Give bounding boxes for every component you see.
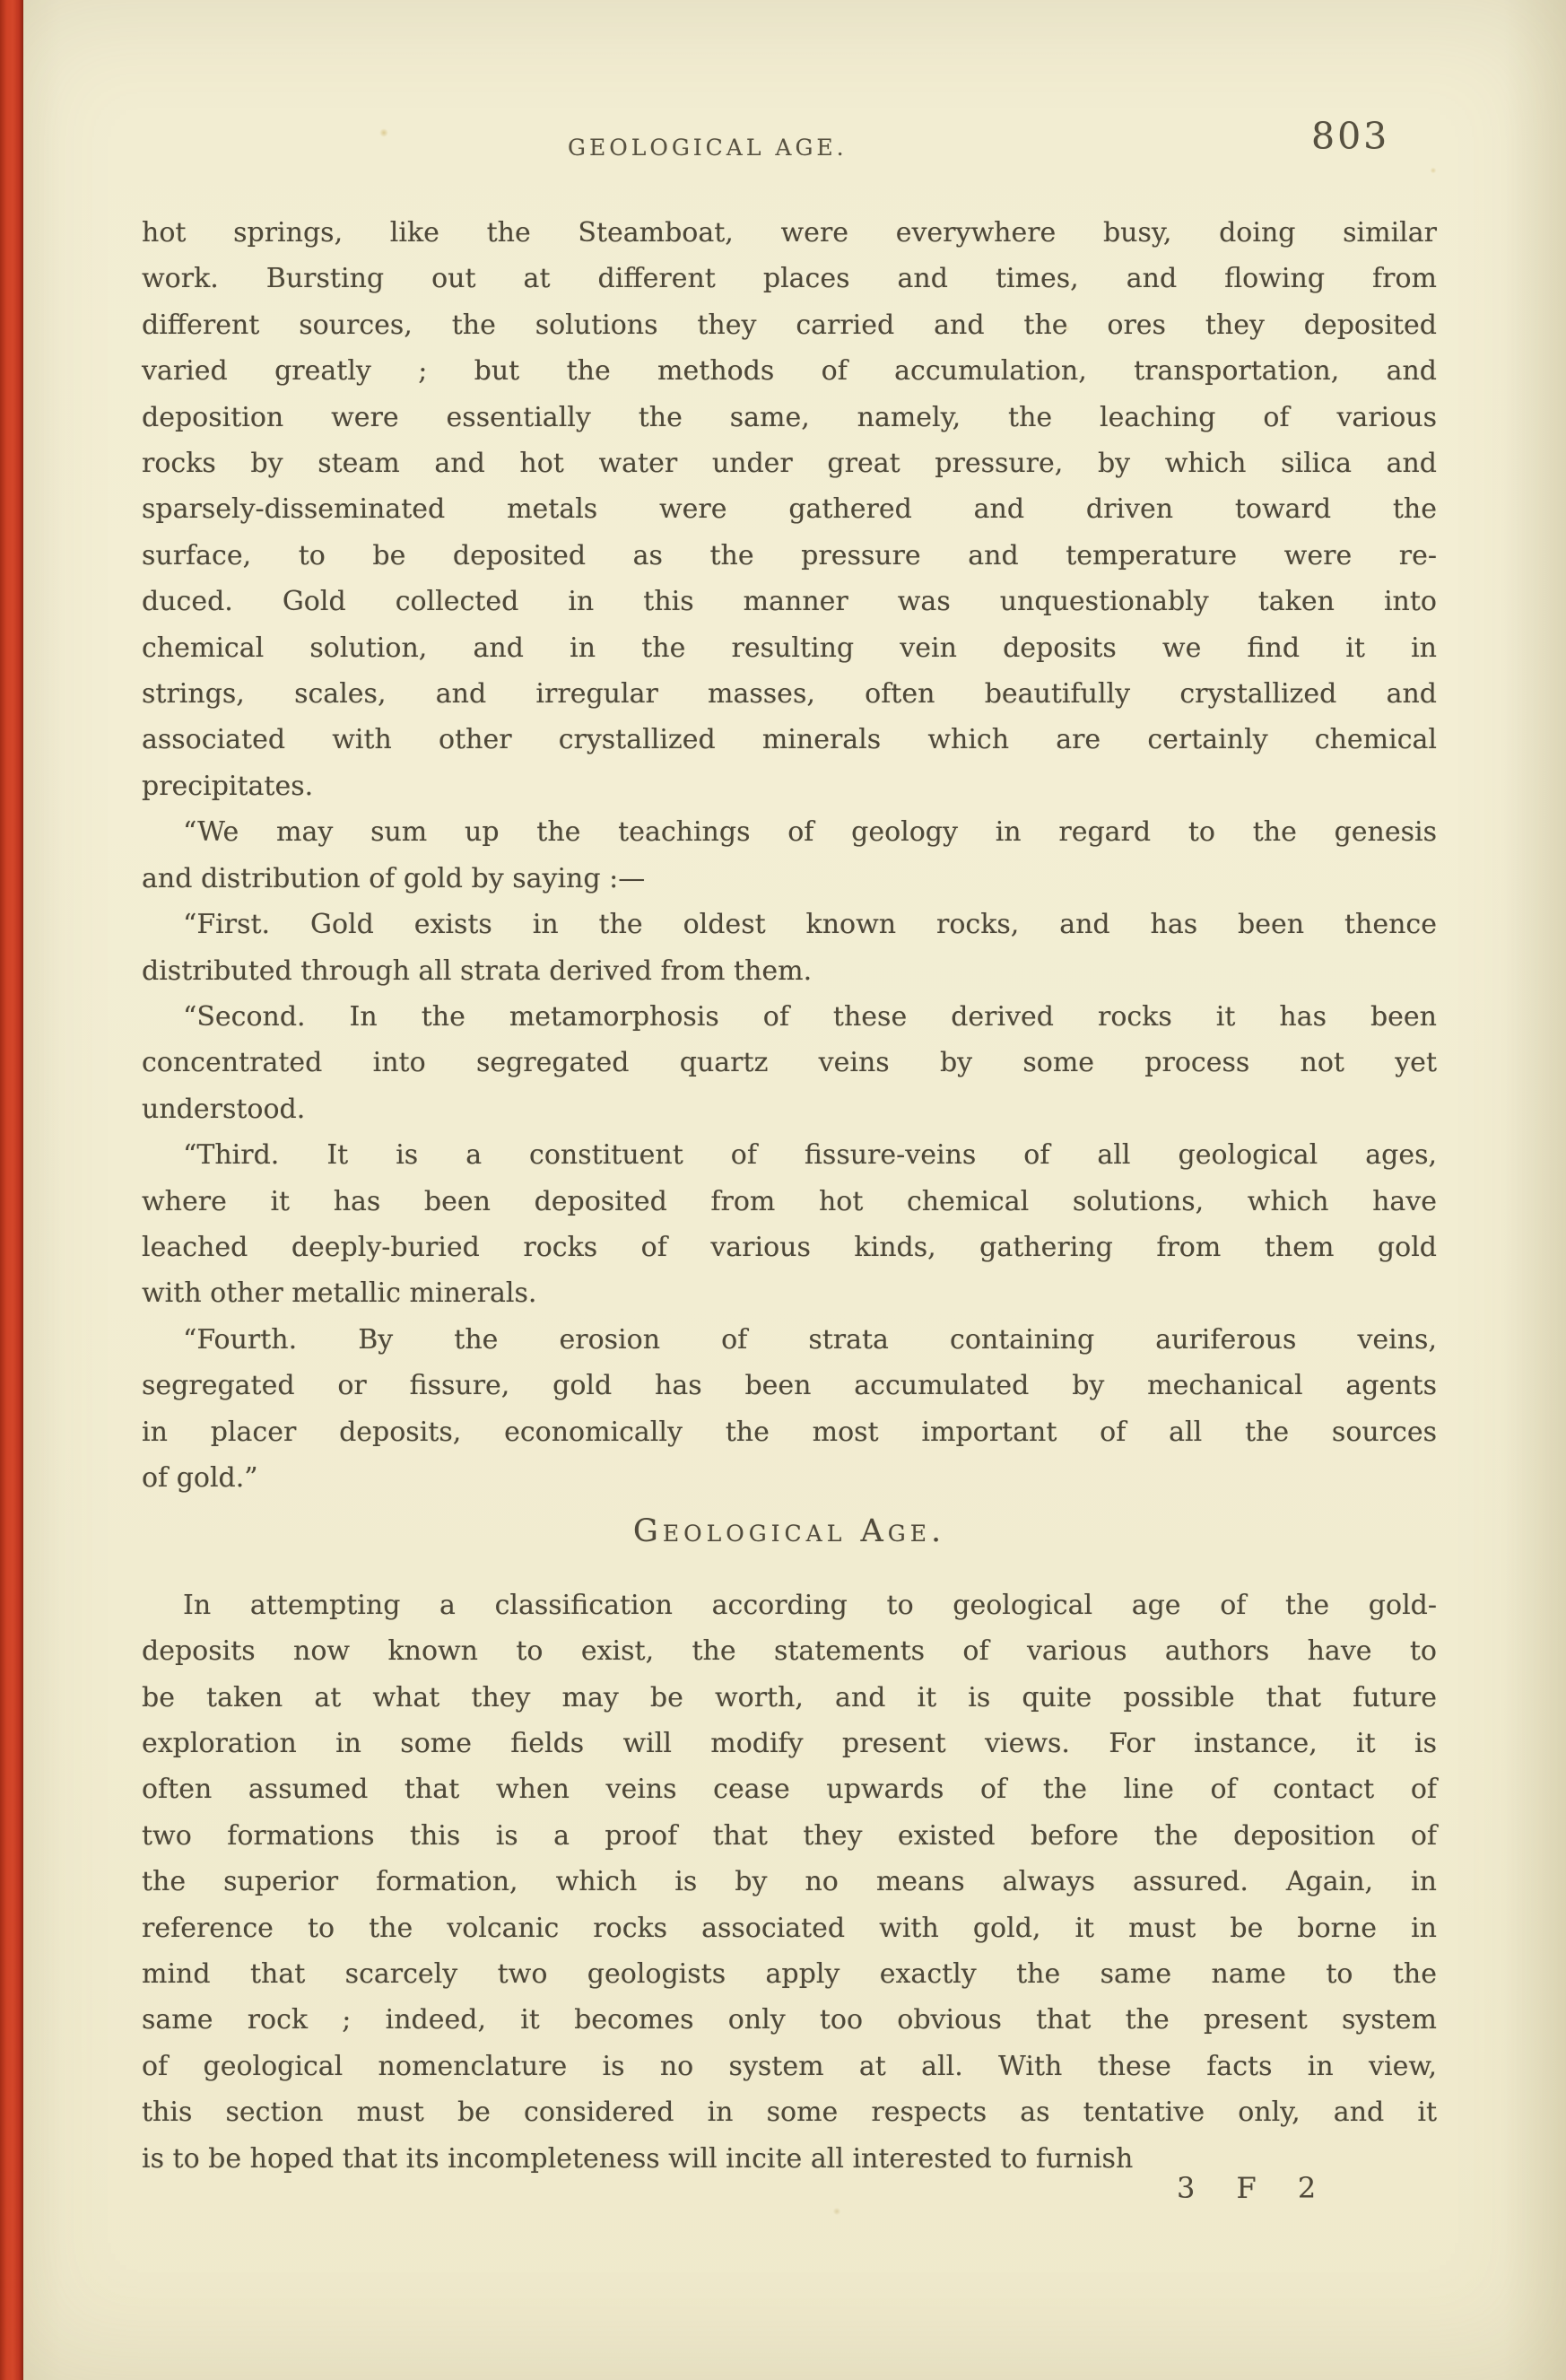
text-line: where it has been deposited from hot chemical solutions, which have [142, 1185, 1437, 1217]
text-line: “We may sum up the teachings of geology in regard to the genesis [183, 816, 1437, 849]
text-line: mind that scarcely two geologists apply exactly the same name to the [142, 1958, 1437, 1991]
text-line: strings, scales, and irregular masses, often beautifully crystallized and [142, 678, 1437, 711]
text-line: precipitates. [142, 770, 314, 802]
text-line: leached deeply-buried rocks of various kinds, gathering from them gold [142, 1231, 1437, 1263]
text-line: deposits now known to exist, the statements of various authors have to [142, 1635, 1437, 1668]
text-line: hot springs, like the Steamboat, were everywhere busy, doing similar [142, 217, 1437, 248]
text-line: “Third. It is a constituent of fissure-veins of all geological ages, [183, 1139, 1437, 1172]
text-line: same rock ; indeed, it becomes only too obvious that the present system [142, 2004, 1437, 2036]
text-line: distributed through all strata derived from them. [142, 955, 813, 987]
text-line: duced. Gold collected in this manner was unquestionably taken into [142, 586, 1437, 618]
text-line: “First. Gold exists in the oldest known rocks, and has been thence [183, 909, 1437, 941]
text-line: “Second. In the metamorphosis of these derived rocks it has been [183, 1000, 1437, 1033]
text-line: be taken at what they may be worth, and it is quite possible that future [142, 1681, 1437, 1713]
text-block [142, 210, 1437, 2182]
text-line: surface, to be deposited as the pressure and temperature were re- [142, 539, 1437, 571]
text-line: associated with other crystallized minerals which are certainly chemical [142, 724, 1437, 756]
text-line: understood. [142, 1093, 306, 1125]
text-line: segregated or fissure, gold has been accumulated by mechanical agents [142, 1370, 1437, 1402]
signature-mark: 3 F 2 [1177, 2171, 1327, 2205]
text-line: with other metallic minerals. [142, 1277, 537, 1310]
text-line: In attempting a classification according to geological age of the gold- [183, 1589, 1437, 1621]
text-line: and distribution of gold by saying :— [142, 862, 646, 894]
text-line: different sources, the solutions they carried and the ores they deposited [142, 309, 1437, 341]
page-number: 803 [1311, 115, 1390, 158]
text-line: deposition were essentially the same, namely, the leaching of various [142, 401, 1437, 433]
text-line: chemical solution, and in the resulting vein deposits we find it in [142, 632, 1437, 664]
text-line: concentrated into segregated quartz veins by some process not yet [142, 1047, 1437, 1079]
running-head: GEOLOGICAL AGE. [568, 135, 848, 161]
page-edge-stripe [0, 0, 23, 2380]
text-line: reference to the volcanic rocks associated with gold, it must be borne in [142, 1912, 1437, 1944]
text-line: in placer deposits, economically the most important of all the sources [142, 1416, 1437, 1448]
text-line: the superior formation, which is by no means always assured. Again, in [142, 1866, 1437, 1898]
text-line: varied greatly ; but the methods of accumulation, transportation, and [142, 355, 1437, 388]
text-line: exploration in some fields will modify present views. For instance, it is [142, 1727, 1437, 1759]
text-line: is to be hoped that its incompleteness will incite all interested to furnish [142, 2142, 1134, 2175]
section-heading: Geological Age. [632, 1513, 946, 1550]
text-line: this section must be considered in some respects as tentative only, and it [142, 2097, 1437, 2129]
text-line: two formations this is a proof that they existed before the deposition of [142, 1819, 1437, 1852]
text-line: sparsely-disseminated metals were gathered and driven toward the [142, 493, 1437, 526]
text-line: of gold.” [142, 1461, 258, 1494]
text-line: rocks by steam and hot water under great pressure, by which silica and [142, 448, 1437, 480]
text-line: work. Bursting out at different places and times, and flowing from [142, 263, 1437, 295]
text-line: “Fourth. By the erosion of strata containing auriferous veins, [183, 1323, 1437, 1356]
text-line: often assumed that when veins cease upwards of the line of contact of [142, 1774, 1437, 1806]
text-line: of geological nomenclature is no system at all. With these facts in view, [142, 2050, 1437, 2082]
